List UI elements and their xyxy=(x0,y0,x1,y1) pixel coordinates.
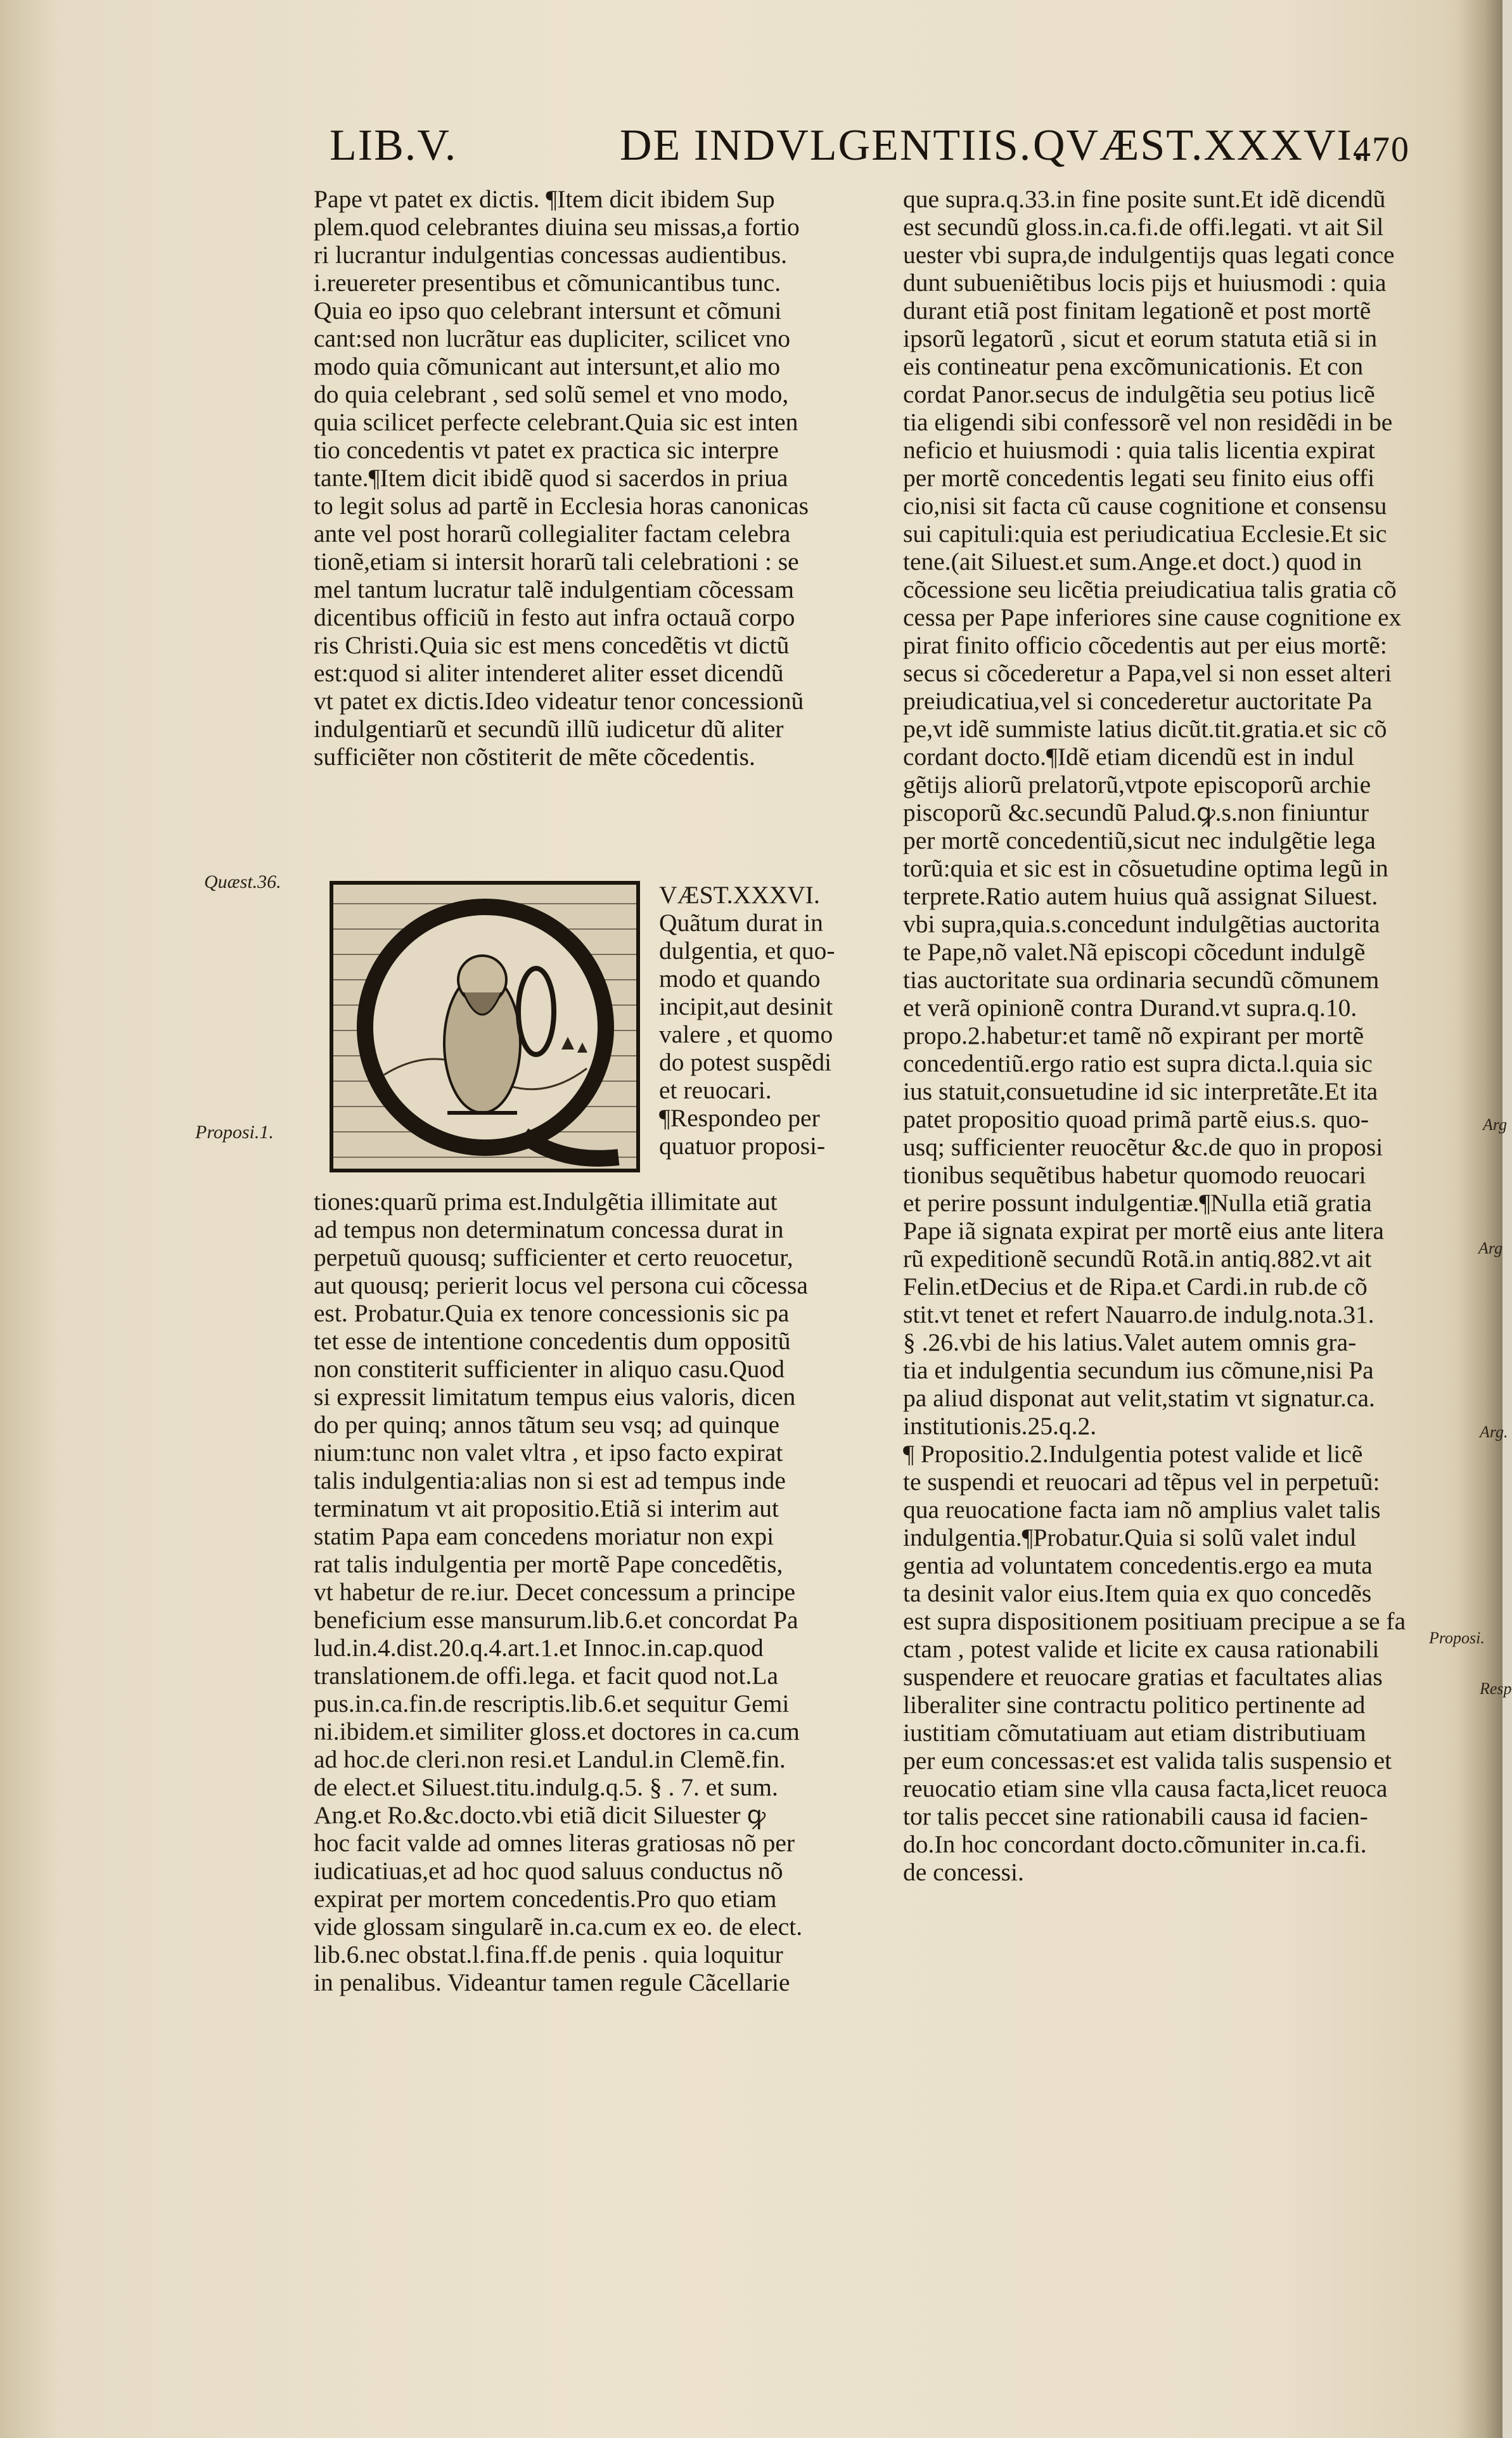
text-line: est supra dispositionem positiuam precipue a se fa xyxy=(903,1607,1406,1635)
text-line: mel tantum lucratur talẽ indulgentiam cõcessam xyxy=(314,575,794,603)
text-line: si expressit limitatum tempus eius valoris, dicen xyxy=(314,1383,796,1411)
text-line: terprete.Ratio autem huius quã assignat Siluest. xyxy=(903,882,1378,910)
text-line: de elect.et Siluest.titu.indulg.q.5. § . 7. et sum. xyxy=(314,1773,778,1801)
margin-note-arg-2: Arg xyxy=(1478,1239,1503,1257)
text-line: tene.(ait Siluest.et sum.Ange.et doct.) quod in xyxy=(903,548,1362,575)
text-line: vt patet ex dictis.Ideo videatur tenor concessionũ xyxy=(314,687,804,715)
text-line: plem.quod celebrantes diuina seu missas,a fortio xyxy=(314,213,800,241)
margin-note-proposition-2: Proposi. xyxy=(1429,1629,1485,1647)
text-line: gẽtijs aliorũ prelatorũ,vtpote episcoporũ archie xyxy=(903,771,1371,799)
margin-note-quaest: Quæst.36. xyxy=(204,871,281,892)
text-line: perpetuũ quousq; sufficienter et certo reuocetur, xyxy=(314,1243,793,1271)
text-line: to legit solus ad partẽ in Ecclesia horas canonicas xyxy=(314,492,809,520)
text-line: neficio et huiusmodi : quia talis licentia expirat xyxy=(903,436,1375,464)
text-line: concedentiũ.ergo ratio est supra dicta.l.quia sic xyxy=(903,1049,1373,1077)
text-line: cio,nisi sit facta cũ cause cognitione et consensu xyxy=(903,492,1387,520)
margin-note-proposition-1: Proposi.1. xyxy=(195,1122,274,1143)
decorated-initial-q xyxy=(330,881,640,1172)
text-line: sufficiẽter non cõstiterit de mẽte cõcedentis. xyxy=(314,743,755,771)
text-line: Felin.etDecius et de Ripa.et Cardi.in rub.de cõ xyxy=(903,1273,1368,1300)
text-line: ¶Respondeo per xyxy=(659,1104,820,1132)
text-line: modo et quando xyxy=(659,965,821,992)
text-line: dicentibus officiũ in festo aut infra octauã corpo xyxy=(314,603,795,631)
text-line: te suspendi et reuocari ad tẽpus vel in perpetuũ: xyxy=(903,1468,1380,1496)
text-line: dulgentia, et quo- xyxy=(659,937,835,965)
text-line: talis indulgentia:alias non si est ad tempus inde xyxy=(314,1466,786,1494)
text-line: § .26.vbi de his latius.Valet autem omnis gra- xyxy=(903,1328,1357,1356)
text-line: eis contineatur pena excõmunicationis. Et con xyxy=(903,352,1364,380)
left-column-top xyxy=(314,185,881,771)
text-line: secus si cõcederetur a Papa,vel si non esset alteri xyxy=(903,659,1392,687)
text-line: cõcessione seu licẽtia preiudicatiua talis gratia cõ xyxy=(903,575,1397,603)
text-line: ctam , potest valide et licite ex causa rationabili xyxy=(903,1635,1380,1663)
header-question: QVÆST.XXXVI. xyxy=(1033,121,1366,170)
text-line: Ang.et Ro.&c.docto.vbi etiã dicit Siluester ꝙ xyxy=(314,1801,766,1829)
text-line: iudicatiuas,et ad hoc quod saluus conductus nõ xyxy=(314,1857,783,1885)
text-line: do.In hoc concordant docto.cõmuniter in.ca.fi. xyxy=(903,1830,1367,1858)
text-line: vt habetur de re.iur. Decet concessum a principe xyxy=(314,1578,796,1606)
header-title: DE INDVLGENTIIS. xyxy=(620,121,1032,170)
text-line: tio concedentis vt patet ex practica sic interpre xyxy=(314,436,779,464)
text-line: valere , et quomo xyxy=(659,1020,833,1048)
text-line: cant:sed non lucrãtur eas dupliciter, scilicet vno xyxy=(314,324,790,352)
text-line: institutionis.25.q.2. xyxy=(903,1412,1097,1440)
text-line: pe,vt idẽ summiste latius dicũt.tit.gratia.et sic cõ xyxy=(903,715,1387,743)
chapter-heading-beside-initial xyxy=(659,881,835,1160)
text-line: ad hoc.de cleri.non resi.et Landul.in Clemẽ.fin. xyxy=(314,1745,786,1773)
text-line: quia scilicet perfecte celebrant.Quia sic est inten xyxy=(314,408,798,436)
text-line: ri lucrantur indulgentias concessas audientibus. xyxy=(314,241,788,269)
text-line: VÆST.XXXVI. xyxy=(659,881,820,909)
text-line: reuocatio etiam sine vlla causa facta,licet reuoca xyxy=(903,1774,1388,1802)
initial-woodcut-illustration xyxy=(333,885,636,1169)
text-line: preiudicatiua,vel si concederetur auctoritate Pa xyxy=(903,687,1373,715)
text-line: propo.2.habetur:et tamẽ nõ expirant per mortẽ xyxy=(903,1022,1364,1049)
text-line: tionẽ,etiam si intersit horarũ tali celebrationi : se xyxy=(314,548,799,575)
text-line: et reuocari. xyxy=(659,1076,772,1104)
text-line: patet propositio quoad primã partẽ eius.s. quo- xyxy=(903,1105,1369,1133)
text-line: ante vel post horarũ collegialiter factam celebra xyxy=(314,520,791,548)
text-line: i.reuereter presentibus et cõmunicantibus tunc. xyxy=(314,269,781,297)
text-line: do quia celebrant , sed solũ semel et vno modo, xyxy=(314,380,789,408)
text-line: piscoporũ &c.secundũ Palud.ꝙ.s.non finiuntur xyxy=(903,799,1369,826)
text-line: tia eligendi sibi confessorẽ vel non residẽdi in be xyxy=(903,408,1393,436)
text-line: tet esse de intentione concedentis dum oppositũ xyxy=(314,1327,791,1355)
margin-note-arg-3: Arg. xyxy=(1480,1423,1508,1441)
text-line: ipsorũ legatorũ , sicut et eorum statuta etiã si in xyxy=(903,324,1378,352)
text-line: Quia eo ipso quo celebrant intersunt et cõmuni xyxy=(314,297,782,324)
text-line: usq; sufficienter reuocẽtur &c.de quo in proposi xyxy=(903,1133,1383,1161)
text-line: pus.in.ca.fin.de rescriptis.lib.6.et sequitur Gemi xyxy=(314,1690,790,1717)
text-line: ius statuit,consuetudine id sic interpretãte.Et ita xyxy=(903,1077,1378,1105)
text-line: et perire possunt indulgentiæ.¶Nulla etiã gratia xyxy=(903,1189,1372,1217)
text-line: tias auctoritate sua ordinaria secundũ cõmunem xyxy=(903,966,1380,994)
text-line: uester vbi supra,de indulgentijs quas legati conce xyxy=(903,241,1395,269)
text-line: sui capituli:quia est periudicatiua Ecclesie.Et sic xyxy=(903,520,1387,548)
text-line: pirat finito officio cõcedentis aut per eius mortẽ: xyxy=(903,631,1387,659)
text-line: tor talis peccet sine rationabili causa id facien- xyxy=(903,1802,1368,1830)
text-line: beneficium esse mansurum.lib.6.et concordat Pa xyxy=(314,1606,798,1634)
text-line: cessa per Pape inferiores sine cause cognitione ex xyxy=(903,603,1402,631)
text-line: ris Christi.Quia sic est mens concedẽtis vt dictũ xyxy=(314,631,790,659)
text-line: cordant docto.¶Idẽ etiam dicendũ est in indul xyxy=(903,743,1355,771)
text-line: lib.6.nec obstat.l.fina.ff.de penis . quia loquitur xyxy=(314,1941,783,1968)
text-line: terminatum vt ait propositio.Etiã si interim aut xyxy=(314,1494,779,1522)
margin-note-resp: Resp xyxy=(1480,1679,1512,1698)
running-header xyxy=(330,120,1410,177)
left-column-bottom xyxy=(314,1188,808,1996)
text-line: ta desinit valor eius.Item quia ex quo concedẽs xyxy=(903,1579,1372,1607)
folio-number: 470 xyxy=(1353,130,1410,169)
text-line: torũ:quia et sic est in cõsuetudine optima legũ in xyxy=(903,854,1388,882)
text-line: dunt subueniẽtibus locis pijs et huiusmodi : quia xyxy=(903,269,1387,297)
text-line: per eum concessas:et est valida talis suspensio et xyxy=(903,1747,1392,1774)
text-line: per mortẽ concedentis legati seu finito eius offi xyxy=(903,464,1375,492)
text-line: de concessi. xyxy=(903,1858,1024,1886)
text-line: tionibus sequẽtibus habetur quomodo reuocari xyxy=(903,1161,1366,1189)
text-line: incipit,aut desinit xyxy=(659,992,833,1020)
text-line: statim Papa eam concedens moriatur non expi xyxy=(314,1522,774,1550)
text-line: durant etiã post finitam legationẽ et post mortẽ xyxy=(903,297,1371,324)
text-line: expirat per mortem concedentis.Pro quo etiam xyxy=(314,1885,777,1913)
text-line: Pape vt patet ex dictis. ¶Item dicit ibidem Sup xyxy=(314,185,775,213)
text-line: hoc facit valde ad omnes literas gratiosas nõ per xyxy=(314,1829,795,1857)
text-line: vbi supra,quia.s.concedunt indulgẽtias auctorita xyxy=(903,910,1380,938)
text-line: quatuor proposi- xyxy=(659,1132,826,1160)
text-line: liberaliter sine contractu politico pertinente ad xyxy=(903,1691,1366,1719)
text-line: ad tempus non determinatum concessa durat in xyxy=(314,1216,784,1243)
text-line: et verã opinionẽ contra Durand.vt supra.q.10. xyxy=(903,994,1357,1022)
text-line: cordat Panor.secus de indulgẽtia seu potius licẽ xyxy=(903,380,1375,408)
margin-note-arg-1: Arg xyxy=(1483,1115,1508,1134)
text-line: per mortẽ concedentiũ,sicut nec indulgẽtie lega xyxy=(903,826,1376,854)
right-column xyxy=(903,185,1492,1886)
text-line: ni.ibidem.et similiter gloss.et doctores in ca.cum xyxy=(314,1717,800,1745)
text-line: iustitiam cõmutatiuam aut etiam distributiuam xyxy=(903,1719,1366,1747)
text-line: indulgentia.¶Probatur.Quia si solũ valet indul xyxy=(903,1524,1357,1551)
text-line: lud.in.4.dist.20.q.4.art.1.et Innoc.in.cap.quod xyxy=(314,1634,764,1662)
text-line: est:quod si aliter intenderet aliter esset dicendũ xyxy=(314,659,784,687)
text-line: do per quinq; annos tãtum seu vsq; ad quinque xyxy=(314,1411,780,1439)
text-line: translationem.de offi.lega. et facit quod not.La xyxy=(314,1662,779,1690)
header-book: LIB.V. xyxy=(330,121,458,170)
text-line: vide glossam singularẽ in.ca.cum ex eo. de elect. xyxy=(314,1913,803,1941)
text-line: est secundũ gloss.in.ca.fi.de offi.legati. vt ait Sil xyxy=(903,213,1384,241)
text-line: Quãtum durat in xyxy=(659,909,823,937)
text-line: rat talis indulgentia per mortẽ Pape concedẽtis, xyxy=(314,1550,783,1578)
text-line: ¶ Propositio.2.Indulgentia potest valide et licẽ xyxy=(903,1440,1363,1468)
text-line: modo quia cõmunicant aut intersunt,et alio mo xyxy=(314,352,781,380)
text-line: tia et indulgentia secundum ius cõmune,nisi Pa xyxy=(903,1356,1374,1384)
text-line: rũ expeditionẽ secundũ Rotã.in antiq.882.vt ait xyxy=(903,1245,1372,1273)
text-line: tiones:quarũ prima est.Indulgẽtia illimitate aut xyxy=(314,1188,778,1216)
text-line: tante.¶Item dicit ibidẽ quod si sacerdos in priua xyxy=(314,464,788,492)
text-line: stit.vt tenet et refert Nauarro.de indulg.nota.31. xyxy=(903,1300,1374,1328)
text-line: te Pape,nõ valet.Nã episcopi cõcedunt indulgẽ xyxy=(903,938,1366,966)
text-line: pa aliud disponat aut velit,statim vt signatur.ca. xyxy=(903,1384,1375,1412)
text-line: nium:tunc non valet vltra , et ipso facto expirat xyxy=(314,1439,783,1466)
text-line: que supra.q.33.in fine posite sunt.Et idẽ dicendũ xyxy=(903,185,1386,213)
text-line: suspendere et reuocare gratias et facultates alias xyxy=(903,1663,1383,1691)
text-line: gentia ad voluntatem concedentis.ergo ea muta xyxy=(903,1551,1373,1579)
text-line: do potest suspẽdi xyxy=(659,1048,832,1076)
text-line: indulgentiarũ et secundũ illũ iudicetur dũ aliter xyxy=(314,715,784,743)
text-line: in penalibus. Videantur tamen regule Cãcellarie xyxy=(314,1968,790,1996)
text-line: aut quousq; perierit locus vel persona cui cõcessa xyxy=(314,1271,808,1299)
text-line: est. Probatur.Quia ex tenore concessionis sic pa xyxy=(314,1299,790,1327)
text-line: non constiterit sufficienter in aliquo casu.Quod xyxy=(314,1355,785,1383)
text-line: qua reuocatione facta iam nõ amplius valet talis xyxy=(903,1496,1381,1524)
text-line: Pape iã signata expirat per mortẽ eius ante litera xyxy=(903,1217,1384,1245)
